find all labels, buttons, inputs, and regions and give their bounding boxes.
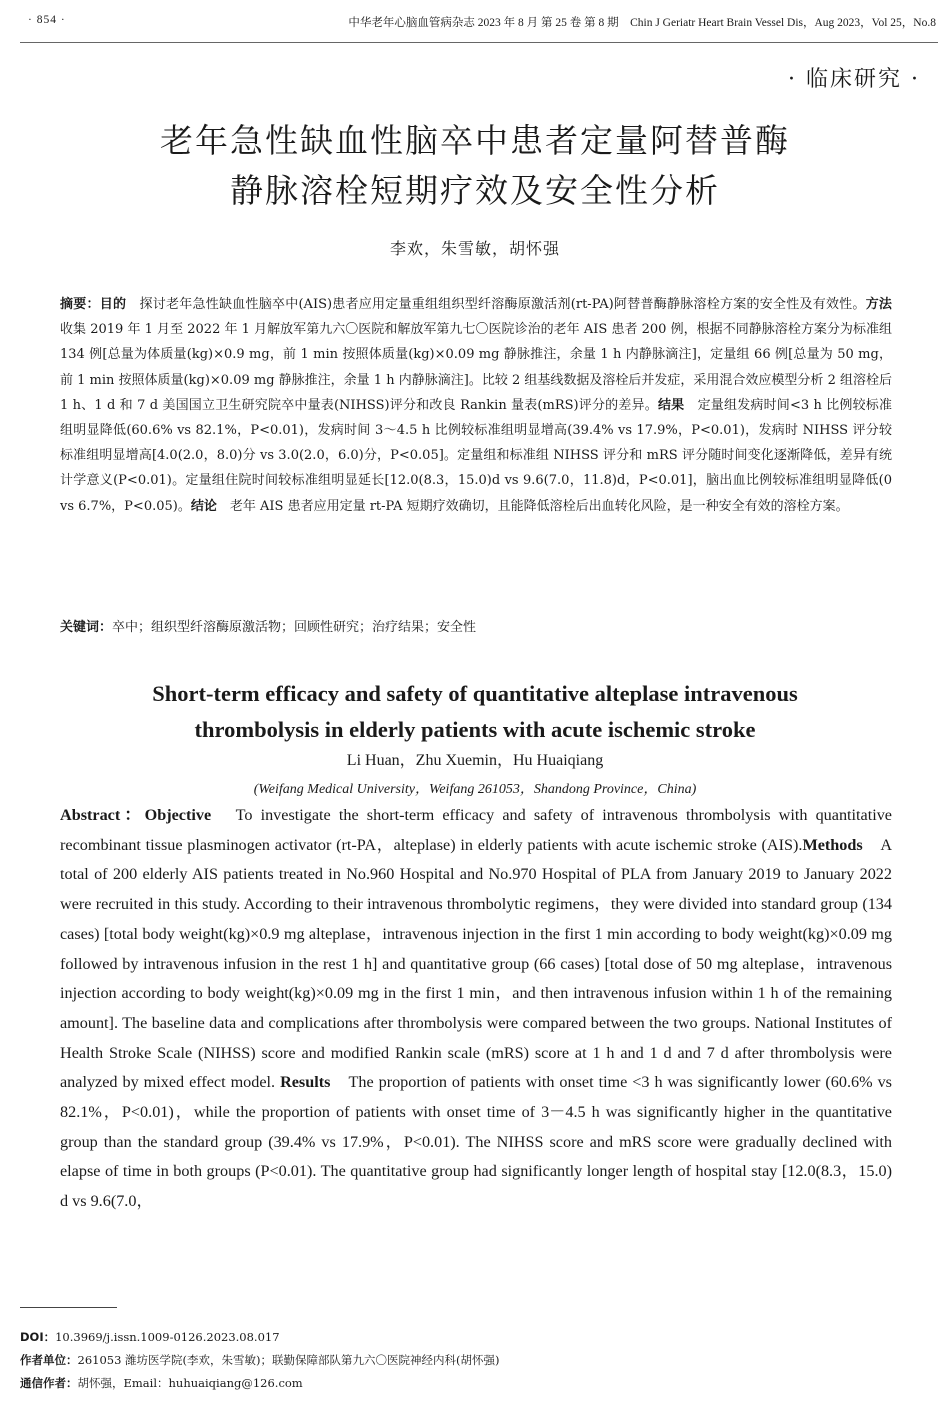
header-divider [20, 42, 938, 43]
corresponding-author-label: 通信作者： [20, 1376, 78, 1390]
footnotes [20, 1326, 930, 1395]
methods-en-label: Methods [802, 835, 863, 854]
footnote-divider [20, 1307, 117, 1308]
article-title-en [0, 676, 950, 748]
methods-en-text: A total of 200 elderly AIS patients treated in No.960 Hospital and No.970 Hospital of PLA from January 2019 to January 2022 were recruited in this study. According to their intravenous thrombolytic regimens，they were divided into standard group (134 cases) [total body weight(kg)×0.9 mg alteplase，intravenous injection in the first 1 min according to body weight(kg)×0.09 mg followed by intravenous infusion in the rest 1 h] and quantitative group (66 cases) [total dose of 50 mg alteplase，intravenous injection according to body weight(kg)×0.09 mg in the first 1 min，and then intravenous infusion within 1 h of the remaining amount]. The baseline data and complications after thrombolysis were compared between the two groups. National Institutes of Health Stroke Scale (NIHSS) score and modified Rankin scale (mRS) score at 1 h and 1 d and 7 d after thrombolysis were analyzed by mixed effect model. [60, 835, 893, 1092]
authors-en: Li Huan，Zhu Xuemin，Hu Huaiqiang [346, 752, 604, 769]
abstract-cn-label: 摘要： [60, 297, 100, 312]
results-en-label: Results [280, 1073, 331, 1092]
conclusion-cn-label: 结论 [190, 498, 217, 514]
results-cn-label: 结果 [657, 397, 685, 413]
title-cn-line-1: 老年急性缺血性脑卒中患者定量阿替普酶 [160, 121, 790, 160]
title-cn-line-2: 静脉溶栓短期疗效及安全性分析 [230, 171, 720, 210]
objective-cn-label: 目的 [99, 297, 127, 312]
corresponding-author-value: 胡怀强，Email：huhuaiqiang@126.com [77, 1376, 303, 1390]
doi-value: 10.3969/j.issn.1009-0126.2023.08.017 [55, 1330, 280, 1344]
affiliation-en: (Weifang Medical University，Weifang 261053，Shandong Province，China) [253, 782, 697, 797]
author-unit-value: 261053 潍坊医学院(李欢，朱雪敏)；联勤保障部队第九六〇医院神经内科(胡怀强) [77, 1353, 500, 1367]
corresponding-author-line [20, 1372, 930, 1395]
title-en-line-1: Short-term efficacy and safety of quantitative alteplase intravenous [152, 681, 798, 706]
article-title-cn [0, 116, 950, 216]
author-unit-label: 作者单位： [20, 1353, 78, 1367]
authors-cn: 李欢，朱雪敏，胡怀强 [389, 239, 560, 258]
abstract-cn [60, 292, 892, 519]
objective-en-label: Objective [144, 806, 212, 824]
doi-line [20, 1326, 930, 1349]
keywords-cn [60, 617, 892, 639]
journal-citation: 中华老年心脑血管病杂志 2023 年 8 月 第 25 卷 第 8 期 Chin J Geriatr Heart Brain Vessel Dis，Aug 2023，Vol 25，No.8 [348, 17, 936, 29]
objective-en-text: To investigate the short-term efficacy and safety of intravenous thrombolysis with quantitative recombinant tissue plasminogen activator (rt-PA，alteplase) in elderly patients with acute ischemic stroke (AIS). [60, 806, 892, 854]
doi-label: DOI： [20, 1330, 56, 1344]
methods-cn-text: 收集 2019 年 1 月至 2022 年 1 月解放军第九六〇医院和解放军第九七〇医院诊治的老年 AIS 患者 200 例，根据不同静脉溶栓方案分为标准组 134 例[总量为体质量(kg)×0.9 mg，前 1 min 按照体质量(kg)×0.09 mg 静脉推注，余量 1 h 内静脉滴注]，定量组 66 例[总量为 50 mg，前 1 min 按照体质量(kg)×0.09 mg 静脉推注，余量 1 h 内静脉滴注]。比较 2 组基线数据及溶栓后并发症，采用混合效应模型分析 2 组溶栓后 1 h、1 d 和 7 d 美国国立卫生研究院卒中量表(NIHSS)评分和改良 Rankin 量表(mRS)评分的差异。 [60, 322, 892, 413]
methods-cn-label: 方法 [865, 297, 892, 312]
keywords-cn-label: 关键词： [60, 620, 113, 635]
column-label: · 临床研究 · [788, 67, 920, 92]
running-head [28, 14, 936, 34]
abstract-en [60, 801, 892, 1217]
keywords-cn-text: 卒中；组织型纤溶酶原激活物；回顾性研究；治疗结果；安全性 [112, 620, 477, 635]
objective-cn-text: 探讨老年急性缺血性脑卒中(AIS)患者应用定量重组组织型纤溶酶原激活剂(rt-PA)阿替普酶静脉溶栓方案的安全性及有效性。 [139, 297, 866, 312]
results-en-text: The proportion of patients with onset time <3 h was significantly lower (60.6% vs 82.1%，P<0.01)，while the proportion of patients with onset time of 3－4.5 h was significantly higher in the quantitative group than the standard group (39.4% vs 17.9%，P<0.01). The NIHSS score and mRS score were gradually declined with elapse of time in both groups (P<0.01). The quantitative group had significantly longer length of hospital stay [12.0(8.3，15.0) d vs 9.6(7.0， [60, 1073, 892, 1211]
author-unit-line [20, 1349, 930, 1372]
conclusion-cn-text: 老年 AIS 患者应用定量 rt-PA 短期疗效确切，且能降低溶栓后出血转化风险，是一种安全有效的溶栓方案。 [229, 498, 849, 514]
title-en-line-2: thrombolysis in elderly patients with acute ischemic stroke [194, 717, 756, 742]
page-number: · 854 · [28, 14, 66, 26]
results-cn-text: 定量组发病时间<3 h 比例较标准组明显降低(60.6% vs 82.1%，P<0.01)，发病时间 3～4.5 h 比例较标准组明显增高(39.4% vs 17.9%，P<0.01)，发病时 NIHSS 评分较标准组明显增高[4.0(2.0，8.0)分 vs 3.0(2.0，6.0)分，P<0.05]。定量组和标准组 NIHSS 评分和 mRS 评分随时间变化逐渐降低，差异有统计学意义(P<0.01)。定量组住院时间较标准组明显延长[12.0(8.3，15.0)d vs 9.6(7.0，11.8)d，P<0.01]，脑出血比例较标准组明显降低(0 vs 6.7%，P<0.05)。 [60, 397, 892, 514]
abstract-en-label: Abstract： [60, 806, 145, 824]
